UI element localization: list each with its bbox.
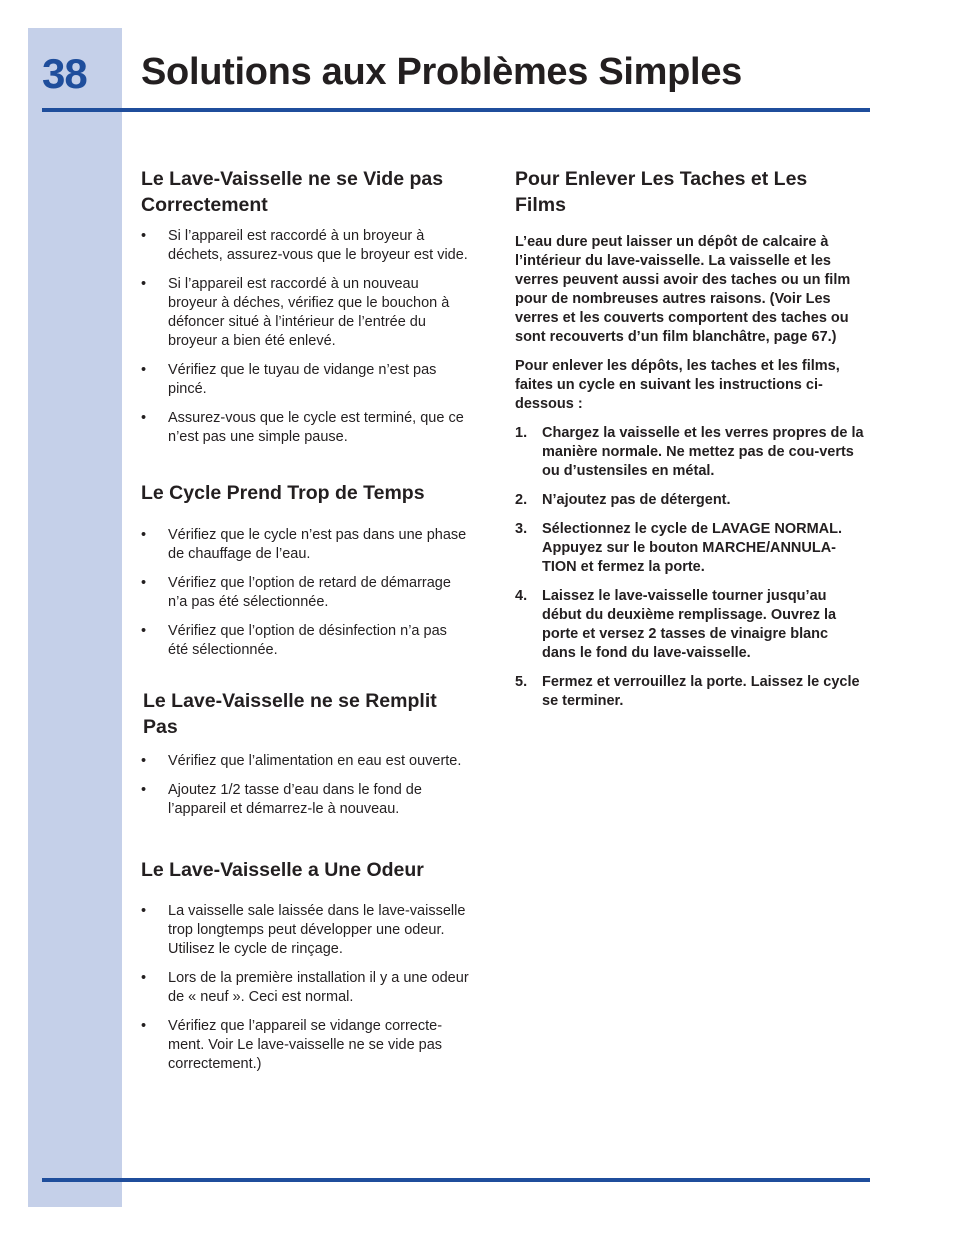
list-item-text: Vérifiez que l’alimentation en eau est ouverte. [168,753,462,769]
step-text: Sélectionnez le cycle de LAVAGE NORMAL. Appuyez sur le bouton MARCHE/ANNULA-TION et fermez la porte. [542,521,843,575]
list-item-text: Ajoutez 1/2 tasse d’eau dans le fond de l’appareil et démarrez-le à nouveau. [168,782,422,817]
step-item [515,424,865,481]
bullet-icon: • [141,575,147,591]
page-sidebar-band [28,28,122,1207]
list-item [141,227,471,265]
section-heading-fill-line2: Pas [143,716,178,738]
step-text: Chargez la vaisselle et les verres propres de la manière normale. Ne mettez pas de cou-verts ou d’ustensiles en métal. [542,425,864,479]
list-item [141,622,471,660]
list-item [141,409,471,447]
list-item-text: Si l’appareil est raccordé à un broyeur à déchets, assurez-vous que le broyeur est vide. [168,228,468,263]
section-heading-drain [141,166,491,218]
list-item-text: Vérifiez que le cycle n’est pas dans une phase de chauffage de l’eau. [168,527,467,562]
stains-steps-list [515,424,865,721]
section-heading-fill-line1: Le Lave-Vaisselle ne se Remplit [143,690,437,712]
step-number: 5. [515,674,528,690]
section-heading-stains-line1: Pour Enlever Les Taches et Les [515,168,808,190]
stains-intro-paragraph: L’eau dure peut laisser un dépôt de calcaire à l’intérieur du lave-vaisselle. La vaisselle et les verres peuvent aussi avoir des taches ou un film pour de nombreuses autres raisons. (Voir Les verres et les couverts comportent des taches ou sont recouverts d’un film blanchâtre, page 67.) [515,234,851,345]
list-item [141,361,471,399]
drain-list [141,227,471,457]
step-number: 2. [515,492,528,508]
step-text: N’ajoutez pas de détergent. [542,492,731,508]
bullet-icon: • [141,276,147,292]
step-number: 1. [515,425,528,441]
list-item-text: Assurez-vous que le cycle est terminé, que ce n’est pas une simple pause. [168,410,464,445]
step-text: Fermez et verrouillez la porte. Laissez le cycle se terminer. [542,674,860,709]
section-heading-stains [515,166,865,218]
bullet-icon: • [141,753,147,769]
step-number: 4. [515,588,528,604]
page-title: Solutions aux Problèmes Simples [141,51,742,93]
list-item-text: Lors de la première installation il y a une odeur de « neuf ». Ceci est normal. [168,970,469,1005]
list-item [141,526,471,564]
fill-list [141,752,471,829]
step-item [515,491,865,510]
section-heading-cycle-time-line1: Le Cycle Prend Trop de Temps [141,482,425,504]
section-heading-drain-line1: Le Lave-Vaisselle ne se Vide pas [141,168,444,190]
section-heading-fill [143,688,493,740]
step-item [515,587,865,663]
list-item [141,752,471,771]
footer-rule [42,1178,870,1182]
cycle-time-list [141,526,471,670]
list-item [141,781,471,819]
bullet-icon: • [141,970,147,986]
section-heading-drain-line2: Correctement [141,194,268,216]
bullet-icon: • [141,903,147,919]
bullet-icon: • [141,410,147,426]
list-item [141,275,471,351]
step-item [515,673,865,711]
step-text: Laissez le lave-vaisselle tourner jusqu’au début du deuxième remplissage. Ouvrez la porte et versez 2 tasses de vinaigre blanc dans le fond du lave-vaisselle. [542,588,837,661]
bullet-icon: • [141,623,147,639]
list-item-text: Vérifiez que l’appareil se vidange correcte-ment. Voir Le lave-vaisselle ne se vide pas correctement.) [168,1018,443,1072]
bullet-icon: • [141,782,147,798]
step-number: 3. [515,521,528,537]
list-item [141,902,471,959]
list-item-text: Vérifiez que l’option de désinfection n’a pas été sélectionnée. [168,623,447,658]
list-item [141,1017,471,1074]
bullet-icon: • [141,228,147,244]
odor-list [141,902,471,1084]
stains-lead-paragraph: Pour enlever les dépôts, les taches et les films, faites un cycle en suivant les instructions ci-dessous : [515,358,840,412]
bullet-icon: • [141,362,147,378]
list-item [141,969,471,1007]
list-item-text: Vérifiez que le tuyau de vidange n’est pas pincé. [168,362,437,397]
list-item-text: Vérifiez que l’option de retard de démarrage n’a pas été sélectionnée. [168,575,451,610]
section-heading-cycle-time [141,480,491,506]
page-number: 38 [42,50,87,97]
section-heading-odor-line1: Le Lave-Vaisselle a Une Odeur [141,859,424,881]
list-item-text: Si l’appareil est raccordé à un nouveau broyeur à déches, vérifiez que le bouchon à défoncer situé à l’intérieur de l’entrée du broyeur a bien été enlevé. [168,276,450,349]
step-item [515,520,865,577]
section-heading-odor [141,857,491,883]
section-heading-stains-line2: Films [515,194,566,216]
list-item [141,574,471,612]
header-rule [42,108,870,112]
bullet-icon: • [141,527,147,543]
list-item-text: La vaisselle sale laissée dans le lave-vaisselle trop longtemps peut développer une odeur. Utilisez le cycle de rinçage. [168,903,466,957]
bullet-icon: • [141,1018,147,1034]
